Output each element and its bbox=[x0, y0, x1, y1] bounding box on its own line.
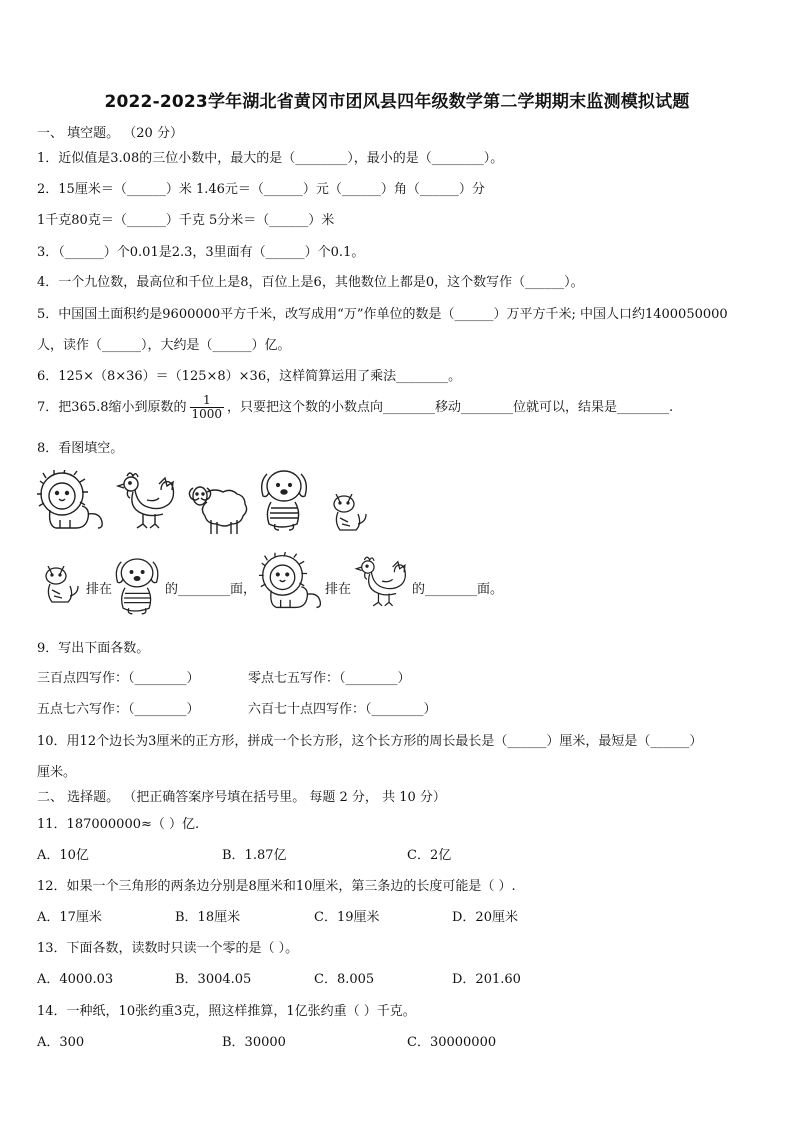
q12-option-b: B．18厘米 bbox=[175, 910, 241, 925]
hen-icon bbox=[113, 470, 181, 532]
question-9d: 六百七十点四写作：（________） bbox=[248, 702, 437, 717]
fraction bbox=[190, 394, 225, 421]
q13-option-b: B．3004.05 bbox=[175, 972, 252, 987]
question-12: 12．如果一个三角形的两条边分别是8厘米和10厘米，第三条边的长度可能是（ ）. bbox=[37, 879, 516, 894]
question-14: 14．一种纸，10张约重3克，照这样推算，1亿张约重（ ）千克。 bbox=[37, 1004, 416, 1019]
question-9: 9．写出下面各数。 bbox=[37, 641, 150, 656]
question-2b: 1千克80克＝（______）千克 5分米＝（______）米 bbox=[37, 213, 335, 228]
question-10b: 厘米。 bbox=[37, 765, 77, 780]
question-5b: 人，读作（______），大约是（______）亿。 bbox=[37, 338, 291, 353]
page-title: 2022-2023学年湖北省黄冈市团风县四年级数学第二学期期末监测模拟试题 bbox=[104, 92, 690, 112]
question-1: 1．近似值是3.08的三位小数中，最大的是（________），最小的是（________）。 bbox=[37, 151, 504, 166]
question-3: 3．（______）个0.01是2.3，3里面有（______）个0.1。 bbox=[37, 245, 365, 260]
lion-icon bbox=[36, 470, 106, 532]
question-9b: 零点七五写作：（________） bbox=[248, 671, 411, 686]
lion-icon bbox=[258, 552, 324, 612]
section-choice-heading: 二、 选择题。 （把正确答案序号填在括号里。 每题 2 分， 共 10 分） bbox=[37, 790, 446, 805]
question-11: 11．187000000≈（ ）亿. bbox=[37, 817, 200, 832]
q12-option-c: C．19厘米 bbox=[314, 910, 380, 925]
question-9c: 五点七六写作：（________） bbox=[37, 702, 200, 717]
question-4: 4．一个九位数，最高位和千位上是8，百位上是6，其他数位上都是0，这个数写作（______）。 bbox=[37, 275, 584, 290]
question-5a: 5．中国国土面积约是9600000平方千米，改写成用“万”作单位的数是（______）万平方千米; 中国人口约1400050000 bbox=[37, 307, 728, 322]
q12-option-d: D．20厘米 bbox=[452, 910, 518, 925]
question-10a: 10．用12个边长为3厘米的正方形，拼成一个长方形，这个长方形的周长最长是（______）厘米，最短是（______） bbox=[37, 734, 703, 749]
q8-text-a: 排在 bbox=[86, 582, 113, 597]
section-fill-blank-heading: 一、 填空题。 （20 分） bbox=[37, 126, 183, 141]
q14-option-a: A．300 bbox=[37, 1035, 85, 1050]
hen-icon bbox=[352, 554, 412, 610]
q8-text-c: 排在 bbox=[325, 582, 352, 597]
q11-option-b: B．1.87亿 bbox=[222, 848, 287, 863]
question-2a: 2．15厘米＝（______）米 1.46元＝（______）元（______）角（______）分 bbox=[37, 182, 485, 197]
q11-option-c: C．2亿 bbox=[407, 848, 452, 863]
q12-option-a: A．17厘米 bbox=[37, 910, 102, 925]
q13-option-a: A．4000.03 bbox=[37, 972, 114, 987]
question-7 bbox=[37, 394, 673, 421]
cat-icon bbox=[330, 488, 368, 534]
fraction-numerator: 1 bbox=[190, 394, 225, 408]
question-6: 6．125×（8×36）＝（125×8）×36，这样简算运用了乘法________。 bbox=[37, 369, 462, 384]
q14-option-b: B．30000 bbox=[222, 1035, 286, 1050]
fraction-denominator: 1000 bbox=[191, 407, 223, 421]
question-7-pre: 7．把365.8缩小到原数的 bbox=[37, 400, 187, 415]
question-8: 8．看图填空。 bbox=[37, 441, 124, 456]
dog-icon bbox=[257, 466, 313, 532]
q8-text-d: 的________面。 bbox=[412, 582, 504, 597]
q11-option-a: A．10亿 bbox=[37, 848, 89, 863]
q8-text-b: 的________面， bbox=[165, 582, 257, 597]
q13-option-c: C．8.005 bbox=[314, 972, 375, 987]
question-9a: 三百点四写作：（________） bbox=[37, 671, 200, 686]
sheep-icon bbox=[185, 480, 251, 538]
cat-icon bbox=[42, 560, 80, 606]
question-7-post: ，只要把这个数的小数点向________移动________位就可以，结果是________. bbox=[227, 400, 674, 415]
q14-option-c: C．30000000 bbox=[407, 1035, 497, 1050]
question-13: 13．下面各数，读数时只读一个零的是（ ）。 bbox=[37, 941, 299, 956]
q13-option-d: D．201.60 bbox=[452, 972, 521, 987]
dog-icon bbox=[112, 554, 164, 616]
